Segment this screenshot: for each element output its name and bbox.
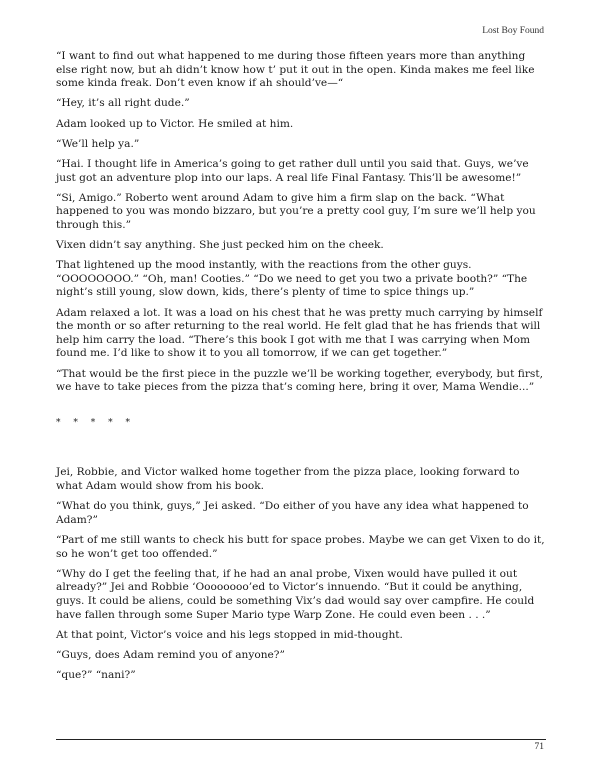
paragraph: Adam looked up to Victor. He smiled at him. bbox=[56, 117, 294, 130]
paragraph: “Why do I get the feeling that, if he had an anal probe, Vixen would have pulled it out already?” Jei and Robbie ‘Oooooooo’ed to Victor’s innuendo. “But it could be anything, guys. It could be aliens, could be something Vix’s dad would say over campfire. He could have fallen through some Super Mario type Warp Zone. He could even been . . .” bbox=[56, 567, 535, 621]
paragraph: “Part of me still wants to check his butt for space probes. Maybe we can get Vixen to do it, so he won’t get too offended.” bbox=[56, 533, 545, 560]
paragraph: “Hai. I thought life in America’s going to get rather dull until you said that. Guys, we’ve just got an adventure plop into our laps. A real life Final Fantasy. This’ll be awesome!” bbox=[56, 157, 529, 184]
page-number: 71 bbox=[534, 742, 544, 752]
paragraph: “We’ll help ya.” bbox=[56, 137, 140, 150]
paragraph: At that point, Victor’s voice and his legs stopped in mid-thought. bbox=[56, 628, 403, 641]
paragraph: “I want to find out what happened to me during those fifteen years more than anything else right now, but ah didn’t know how t’ put it out in the open. Kinda makes me feel like some kinda freak. Don’t even know if ah should’ve—“ bbox=[56, 50, 535, 90]
paragraph: “que?” “nani?” bbox=[56, 669, 136, 682]
paragraph: “Guys, does Adam remind you of anyone?” bbox=[56, 648, 285, 661]
footer-rule bbox=[56, 739, 546, 740]
paragraph: Adam relaxed a lot. It was a load on his chest that he was pretty much carrying by himself the month or so after returning to the real world. He felt glad that he has friends that will help him carry the load. “There’s this book I got with me that I was carrying when Mom found me. I’d like to show it to you all tomorrow, if we can get together.” bbox=[56, 306, 543, 360]
running-header-title: Lost Boy Found bbox=[482, 26, 544, 36]
paragraph: “That would be the first piece in the puzzle we’ll be working together, everybody, but first, we have to take pieces from the pizza that’s coming here, bring it over, Mama Wendie...” bbox=[56, 367, 543, 394]
paragraph: Vixen didn’t say anything. She just pecked him on the cheek. bbox=[56, 239, 384, 252]
paragraph: “Hey, it’s all right dude.” bbox=[56, 97, 190, 110]
page-body bbox=[56, 50, 546, 689]
paragraph: “What do you think, guys,” Jei asked. “Do either of you have any idea what happened to Adam?” bbox=[56, 500, 529, 526]
paragraph: That lightened up the mood instantly, with the reactions from the other guys. “OOOOOOOO.” “Oh, man! Cooties.” “Do we need to get you two a private booth?” “The night’s still young, slow down, kids, there’s plenty of time to spice things up.” bbox=[56, 259, 528, 299]
scene-break: * * * * * bbox=[56, 417, 135, 428]
paragraph: Jei, Robbie, and Victor walked home together from the pizza place, looking forward to what Adam would show from his book. bbox=[56, 466, 520, 492]
paragraph: “Si, Amigo.” Roberto went around Adam to give him a firm slap on the back. “What happened to you was mondo bizzaro, but you’re a pretty cool guy, I’m sure we’ll help you through this.” bbox=[56, 191, 536, 231]
